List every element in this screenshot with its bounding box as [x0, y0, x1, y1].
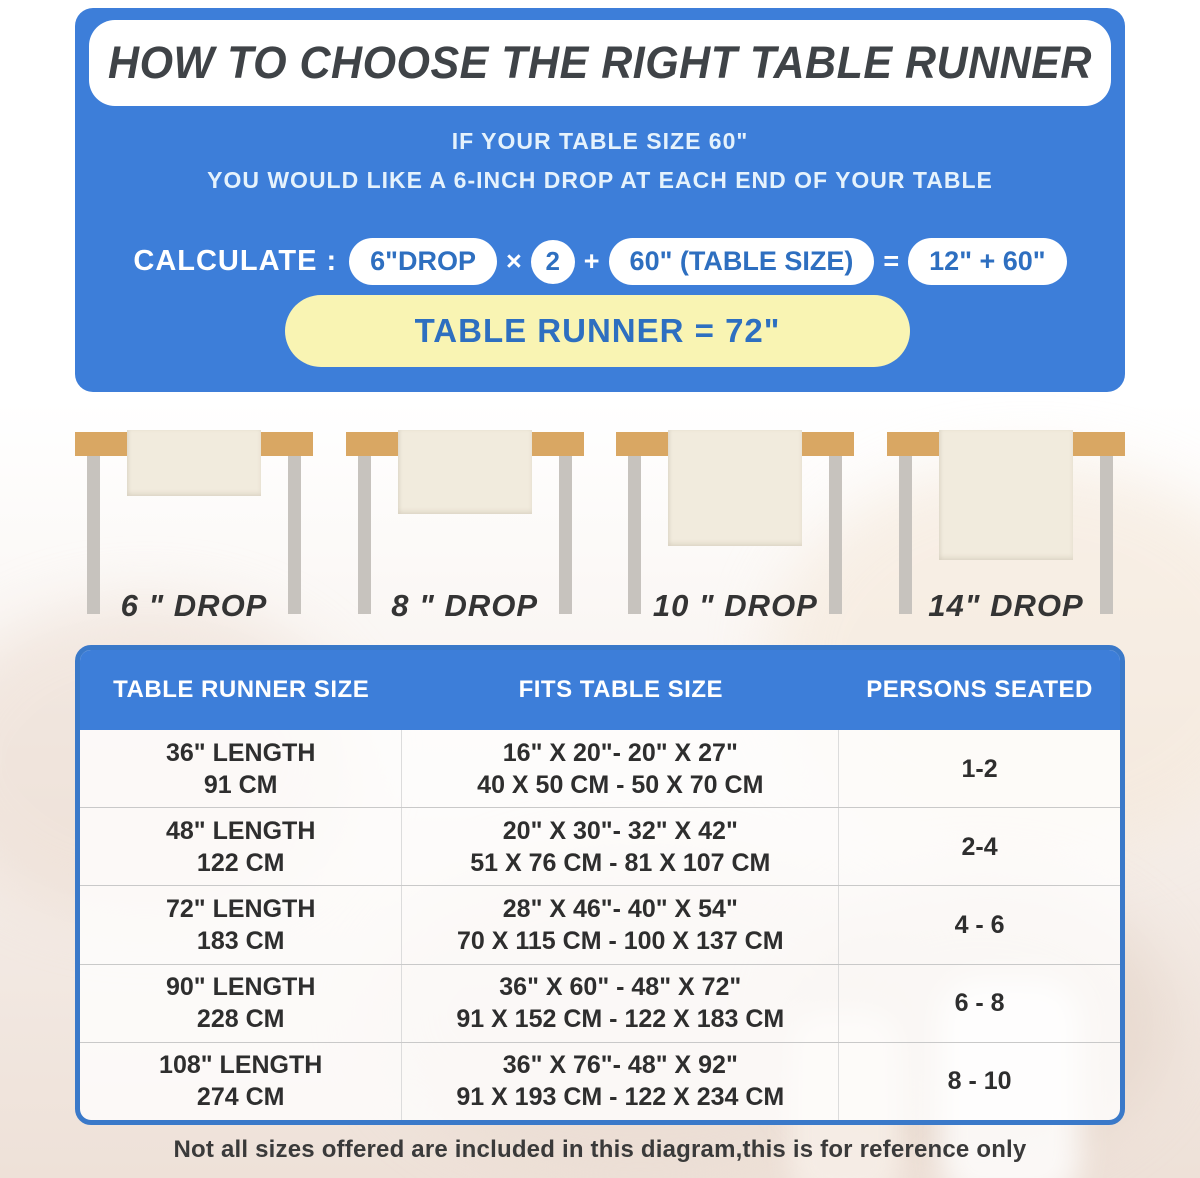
length-cm: 228 CM [196, 1005, 285, 1034]
fits-size-cell [402, 965, 839, 1042]
size-chart-panel [75, 645, 1125, 1125]
length-inches: 72" LENGTH [166, 895, 316, 923]
persons-cell [839, 886, 1120, 963]
table-figure-10-inch [616, 428, 854, 630]
table-row [80, 885, 1120, 963]
persons-count: 8 - 10 [947, 1067, 1012, 1096]
fits-size-cell [402, 808, 839, 885]
table-runner-cloth [127, 430, 261, 496]
calculate-label: CALCULATE : [133, 245, 338, 277]
persons-cell [839, 808, 1120, 885]
table-runner-cloth [939, 430, 1073, 560]
length-cm: 122 CM [196, 848, 285, 877]
subtitle-line-1: IF YOUR TABLE SIZE 60" [451, 128, 749, 154]
col-header-fits-table-size: FITS TABLE SIZE [518, 676, 723, 703]
fits-inches: 16" X 20"- 20" X 27" [502, 738, 738, 767]
length-inches: 108" LENGTH [159, 1051, 323, 1080]
runner-size-cell [80, 1043, 402, 1120]
table-figure-14-inch [887, 428, 1125, 630]
length-cm: 183 CM [196, 927, 285, 955]
fits-cm: 91 X 152 CM - 122 X 183 CM [456, 1005, 785, 1034]
persons-count: 1-2 [961, 754, 998, 783]
runner-size-cell [80, 886, 402, 963]
col-header-persons-seated: PERSONS SEATED [866, 676, 1093, 703]
result-text: TABLE RUNNER = 72" [414, 312, 781, 349]
fits-size-cell [402, 886, 839, 963]
table-row [80, 1042, 1120, 1120]
persons-count: 2-4 [961, 832, 998, 861]
fits-inches: 20" X 30"- 32" X 42" [502, 816, 738, 845]
persons-count: 6 - 8 [954, 989, 1005, 1018]
title-bar [89, 20, 1111, 106]
table-row [80, 807, 1120, 885]
table-figure-6-inch [75, 428, 313, 630]
page-title: HOW TO CHOOSE THE RIGHT TABLE RUNNER [108, 37, 1092, 88]
fits-inches: 28" X 46"- 40" X 54" [502, 895, 738, 923]
drop-label: 10 " DROP [652, 588, 818, 623]
persons-cell [839, 965, 1120, 1042]
subtitle-line-2: YOU WOULD LIKE A 6-INCH DROP AT EACH END OF YOUR TABLE [207, 167, 993, 193]
fits-cm: 91 X 193 CM - 122 X 234 CM [456, 1083, 785, 1112]
runner-size-cell [80, 965, 402, 1042]
length-cm: 274 CM [196, 1083, 285, 1112]
fits-cm: 40 X 50 CM - 50 X 70 CM [477, 770, 764, 799]
drop-label: 8 " DROP [391, 588, 539, 623]
table-row [80, 964, 1120, 1042]
calculation-row [89, 238, 1111, 285]
table-size-pill: 60" (TABLE SIZE) [609, 238, 875, 285]
persons-cell [839, 1043, 1120, 1120]
fits-inches: 36" X 76"- 48" X 92" [502, 1051, 738, 1080]
fits-size-cell [402, 730, 839, 807]
footnote: Not all sizes offered are included in this diagram,this is for reference only [173, 1136, 1027, 1163]
table-runner-cloth [668, 430, 802, 546]
drop-label: 14" DROP [928, 588, 1084, 623]
factor-two-badge: 2 [531, 240, 575, 284]
table-row [80, 730, 1120, 807]
equals-sign: = [883, 246, 900, 276]
fits-inches: 36" X 60" - 48" X 72" [499, 973, 742, 1002]
table-figure-8-inch [346, 428, 584, 630]
drop-label: 6 " DROP [120, 588, 268, 623]
persons-cell [839, 730, 1120, 807]
sum-pill: 12" + 60" [908, 238, 1066, 285]
result-pill [285, 295, 910, 367]
fits-size-cell [402, 1043, 839, 1120]
col-header-runner-size: TABLE RUNNER SIZE [113, 676, 370, 703]
length-inches: 90" LENGTH [166, 973, 316, 1002]
size-chart-header-row [80, 650, 1120, 730]
drop-value-pill: 6"DROP [349, 238, 497, 285]
subtitle [75, 128, 1125, 194]
drop-figures [75, 428, 1125, 630]
multiply-sign: × [505, 246, 522, 276]
fits-cm: 70 X 115 CM - 100 X 137 CM [457, 927, 784, 955]
length-inches: 36" LENGTH [166, 738, 316, 767]
length-cm: 91 CM [203, 770, 278, 799]
persons-count: 4 - 6 [954, 911, 1005, 939]
instructions-panel [75, 8, 1125, 392]
length-inches: 48" LENGTH [166, 816, 316, 845]
runner-size-cell [80, 730, 402, 807]
plus-sign: + [583, 246, 600, 276]
fits-cm: 51 X 76 CM - 81 X 107 CM [470, 848, 771, 877]
table-runner-cloth [398, 430, 532, 514]
runner-size-cell [80, 808, 402, 885]
size-chart-body [80, 730, 1120, 1120]
